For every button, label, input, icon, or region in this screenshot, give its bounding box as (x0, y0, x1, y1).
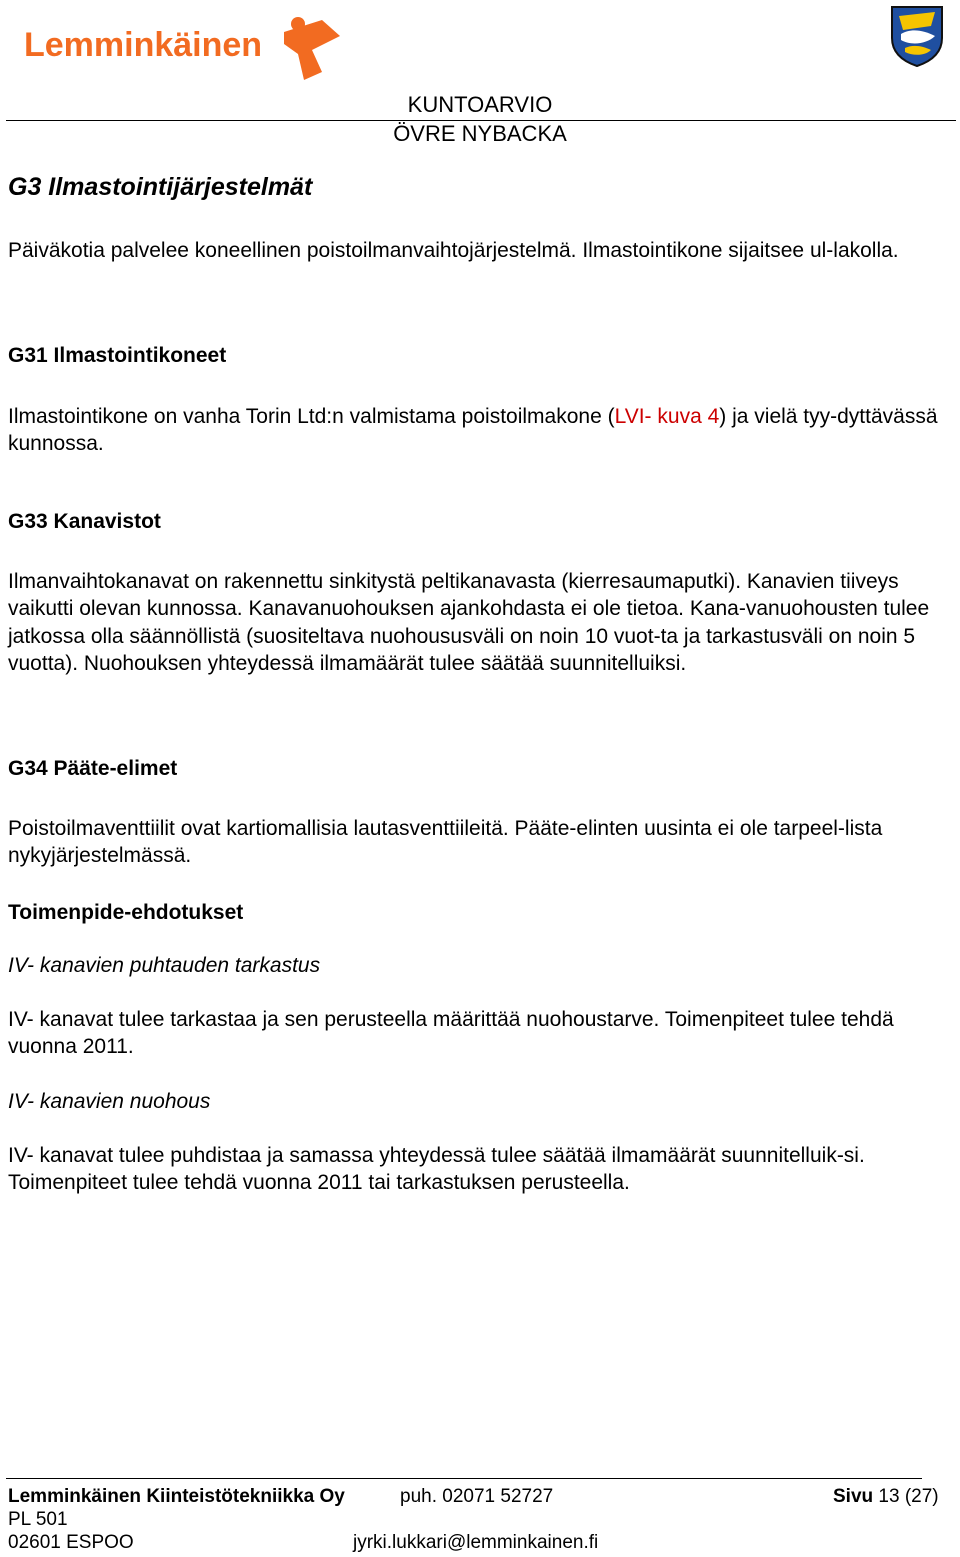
logo-wordmark: Lemminkäinen (24, 26, 263, 64)
footer-page-label: Sivu (833, 1486, 874, 1507)
footer-po-box: PL 501 (8, 1509, 68, 1530)
footer-divider (6, 1478, 922, 1479)
footer-phone: puh. 02071 52727 (400, 1486, 554, 1507)
footer-company: Lemminkäinen Kiinteistötekniikka Oy (8, 1486, 345, 1507)
logo-mark-icon (284, 17, 340, 80)
lvi-figure-link[interactable]: LVI- kuva 4 (614, 405, 720, 428)
coat-of-arms-icon (889, 4, 945, 68)
footer-page-value: 13 (27) (878, 1486, 939, 1507)
paragraph-g31 (8, 403, 952, 458)
section-title-g33: G33 Kanavistot (8, 510, 161, 533)
paragraph-g34: Poistoilmaventtiilit ovat kartiomallisia lautasventtiileitä. Pääte-elinten uusinta ei ole tarpeel-lista nykyjärjestelmässä. (8, 817, 883, 868)
section-title-g3: G3 Ilmastointijärjestelmät (8, 173, 313, 201)
action-title-inspection: IV- kanavien puhtauden tarkastus (8, 954, 321, 977)
site-name: ÖVRE NYBACKA (393, 121, 567, 146)
action-title-cleaning: IV- kanavien nuohous (8, 1090, 211, 1113)
section-title-actions: Toimenpide-ehdotukset (8, 901, 244, 924)
footer-postal: 02601 ESPOO (8, 1532, 134, 1553)
g31-text-end: ) ja vielä tyy-dyttävässä kunnossa. (8, 405, 938, 456)
doc-type: KUNTOARVIO (407, 92, 553, 117)
section-title-g31: G31 Ilmastointikoneet (8, 344, 227, 367)
paragraph-g3: Päiväkotia palvelee koneellinen poistoilmanvaihtojärjestelmä. Ilmastointikone sijaitsee ul-lakolla. (8, 239, 899, 262)
footer-email[interactable]: jyrki.lukkari@lemminkainen.fi (353, 1532, 599, 1553)
footer-page-number (833, 1485, 939, 1508)
g31-text-start: Ilmastointikone on vanha Torin Ltd:n valmistama poistoilmakone ( (8, 405, 615, 428)
section-title-g34: G34 Pääte-elimet (8, 757, 178, 780)
action-text-cleaning: IV- kanavat tulee puhdistaa ja samassa yhteydessä tulee säätää ilmamäärät suunnitelluik-si. Toimenpiteet tulee tehdä vuonna 2011 tai tarkastuksen perusteella. (8, 1144, 865, 1195)
lemminkainen-logo (22, 10, 352, 85)
action-text-inspection: IV- kanavat tulee tarkastaa ja sen perusteella määrittää nuohoustarve. Toimenpiteet tulee tehdä vuonna 2011. (8, 1008, 894, 1059)
paragraph-g33: Ilmanvaihtokanavat on rakennettu sinkitystä peltikanavasta (kierresaumaputki). Kanavien tiiveys vaikutti olevan kunnossa. Kanavanuohouksen ajankohdasta ei ole tietoa. Kana-vanuohousten tulee jatkossa olla säännöllistä (suositeltava nuohoususväli on noin 10 vuot-ta ja tarkastusväli on noin 5 vuotta). Nuohouksen yhteydessä ilmamäärät tulee säätää suunnitelluiksi. (8, 570, 930, 676)
